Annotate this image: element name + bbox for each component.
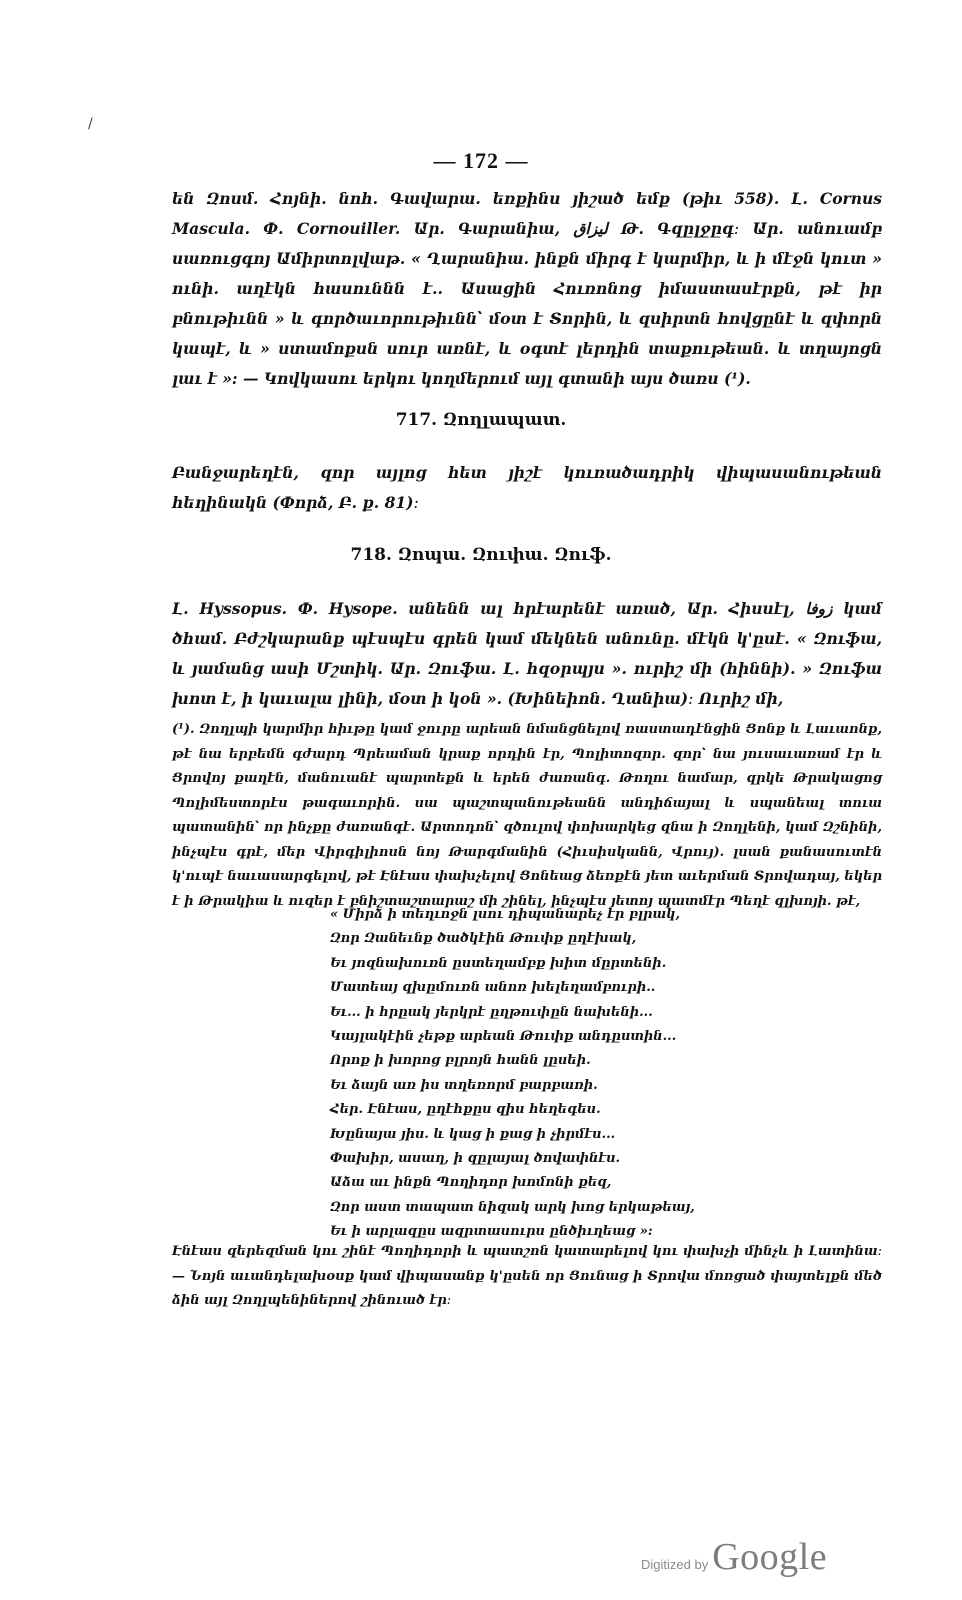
footnote: (¹). Զողլպի կարմիր հիւթը կամ ջուրը արեան նմանցնելով ռաստադէնցին Ցոնք և Լաւաոնք, թէ նա երբեմն գժարդ Պրեաման կրաք որդին էր, Պոլիտոզոր. զոր՝ նա յուսաւառամ էր և Ցրովոյ քաղէն, մանուանէ պարտեքն և երեն ժառանգ. Թողու նամար, զրկե Թրակացոց Պոլիմեստորէս թագաւորին. սա պաշտպանութեանն անդիճայալ և սպանեալ տուա պատանին՝ որ ինչքը ժառանգէ. Արտոդոն՝ զծուլով փոխարկեց զնա ի Զողլենի, կամ Զշնինի, ինչպէս գրէ, մեր Վիրգիլիոսն նոյ Թարգմանին (Հիւսիսկանն, Վրույ). լսան քանասուտէն կ'ուպէ նաւասարգելով, թէ Էնէաս փախչելով Ցոնեաց ձեռքէն յետ աւերման Տրովադայ, եկեր է ի Թրակիա և ուզեր է բնիշտաշտարաշ մի շինել, ինչպէս յետոյ պատմէր Պեղէ զլխոյի. թէ, [172,722,883,909]
google-logo: Google [712,1536,828,1578]
poem-line: Աձա աւ ինքն Պողիդոր խոմոնի քեզ, [330,1175,612,1191]
poem-line: Փախիր, ասաղ, ի զըլայալ ծովափնէս. [330,1151,621,1167]
poem-line: Եւ... ի հրըակ յերկրէ ըղթուփըն նախենի... [330,1004,653,1020]
section-text-717: Բանջարեղէն, զոր այլոց հետ յիշէ կուռածադրիկ վիպասանութեան հեղինակն (Փորձ, Բ. ք. 81)։ [172,463,882,512]
poem-line: Որոք ի խորոց բլրոյն հանն լըսեի. [330,1053,591,1069]
section-heading-717: 717. Զողլապատ. [395,410,567,430]
poem-line: Կայլակէին չեթք արեան Թուփք անդըստին... [330,1029,677,1045]
poem-line: Զոր աստ տապատ նիզակ արկ խոց երկաթեայ, [330,1199,695,1215]
stray-mark: / [88,116,93,132]
poem-quote [330,903,695,1245]
poem-line: Զոր Զանեւնք ծածկէին Թուփք ըղէխակ, [330,931,637,947]
poem-line: Մատեայ զխըմուռն անոռ խելեղամբուրի.. [330,980,656,996]
poem-line: « Միրձ ի տեղւոջն լսու դիպանարեչ էր բլրակ, [330,907,681,922]
intro-paragraph: են Զոսմ. Հոյնի. նոհ. Գավարա. եռքինս յիշած եմք (թիւ 558). Լ. Cornus Mascula. Փ. Cornouiller. Ար. Գարանիա, لیزاق Թ. Գզըլջըգ։ Ար. անուամբ սառուցգոյ Ամիրտոլվաթ. « Ղարանիա. ինքն միրգ է կարմիր, և ի մէջն կուտ » ունի. աղէկն հասուննն է.. Ասացին Հուռոնոց իմաստասէրքն, թէ իր բնութիւնն » և գործաւորութիւնն՝ մօտ է Տորին, և զսիրտն հովցընէ և զփորն կապէ, և » ստամոքսն սուր առնէ, և օգտէ լերդին տաքութեան. և տղայոցն լաւ է »: — Կովկասու երկու կողմերում այլ գտանի այս ծառս (¹). [172,189,882,388]
page-number: — 172 — [433,148,529,173]
poem-line: Խընայա յիս. և կաց ի քաց ի չիրմէս... [330,1126,616,1142]
watermark-label: Digitized by [641,1557,709,1572]
section-text-718: Լ. Hyssopus. Փ. Hysope. անենն ալ հրէարենէ առած, Ար. Հիսսէլ, زوفا կամ ծհամ. Բժշկարանք պէսպէս գրեն կամ մեկնեն անունը. մէկն կ'ըսէ. « Զուֆա, և յամանց ասի Մշտիկ. Ար. Զուֆա. Լ. հզօրպյս ». ուրիշ մի (հիննի). » Զուֆա խոտ է, ի կաւալա լինի, մօտ ի կօն ». (Խինեիոն. Ղանիա)։ Ուրիշ մի, [172,599,883,708]
poem-line: Եւ յոզնախուռն ըստեղամբք խիտ մըրտենի. [330,955,667,971]
poem-line: Հեր. Էնէաս, ըղէհքըս զիս հեղեգես. [330,1102,601,1118]
footnote-conclusion: Էնէաս զերեզման կու շինէ Պողիդորի և պատշոն կատարելով կու փախչի մինչև ի Լատինա։ — Նոյն աւանդելախօսք կամ վիպասանք կ'ըսեն որ Ցունաց ի Տրովա մոռցած փայտելքն մեծ ձին այլ Զողլպենիներով շինուած էր։ [172,1244,882,1308]
poem-line: Եւ ի արլազըս ազրտասուրս ընծիւղեաց »: [330,1224,653,1240]
digitized-watermark [641,1535,827,1579]
poem-line: Եւ ձայն առ իս տղեռորմ բարբառի. [330,1077,598,1093]
section-heading-718: 718. Զոպա. Զուփա. Զուֆ. [350,545,612,565]
